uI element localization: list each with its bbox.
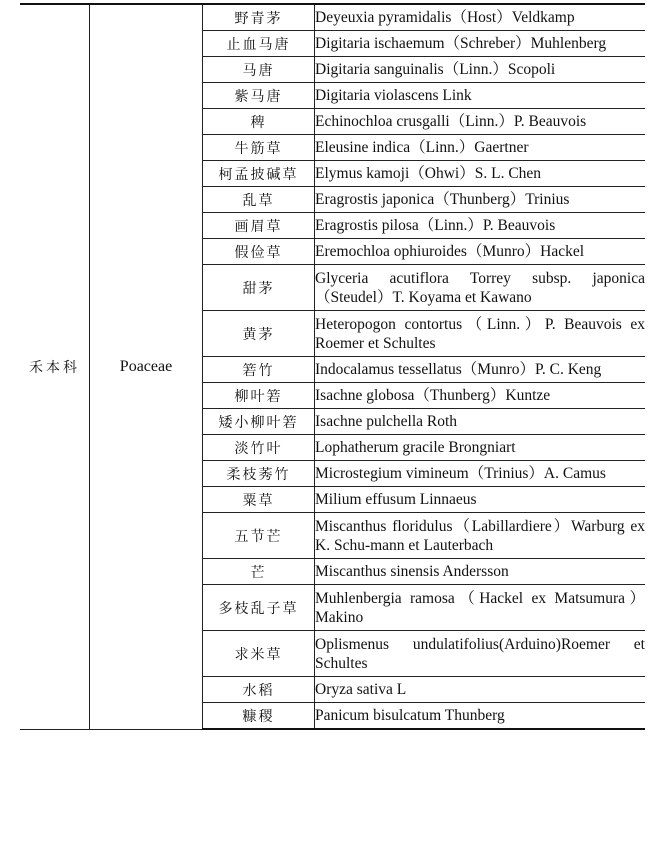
- species-latin-name: Miscanthus sinensis Andersson: [315, 559, 646, 585]
- species-latin-name: Oplismenus undulatifolius(Arduino)Roemer et Schultes: [315, 631, 646, 677]
- family-chinese-name: 禾本科: [20, 4, 90, 729]
- species-chinese-name: 水稻: [203, 677, 315, 703]
- species-latin-name: Miscanthus floridulus（Labillardiere）Warburg ex K. Schu-mann et Lauterbach: [315, 513, 646, 559]
- species-chinese-name: 箬竹: [203, 357, 315, 383]
- species-latin-name: Isachne globosa（Thunberg）Kuntze: [315, 383, 646, 409]
- species-latin-name: Digitaria sanguinalis（Linn.）Scopoli: [315, 57, 646, 83]
- species-chinese-name: 粟草: [203, 487, 315, 513]
- species-chinese-name: 淡竹叶: [203, 435, 315, 461]
- species-latin-name: Elymus kamoji（Ohwi）S. L. Chen: [315, 161, 646, 187]
- species-chinese-name: 柔枝莠竹: [203, 461, 315, 487]
- species-chinese-name: 画眉草: [203, 213, 315, 239]
- species-latin-name: Eragrostis pilosa（Linn.）P. Beauvois: [315, 213, 646, 239]
- species-latin-name: Muhlenbergia ramosa（Hackel ex Matsumura）Makino: [315, 585, 646, 631]
- species-latin-name: Microstegium vimineum（Trinius）A. Camus: [315, 461, 646, 487]
- species-chinese-name: 糠稷: [203, 703, 315, 730]
- species-chinese-name: 马唐: [203, 57, 315, 83]
- species-chinese-name: 假俭草: [203, 239, 315, 265]
- species-chinese-name: 止血马唐: [203, 31, 315, 57]
- species-chinese-name: 柳叶箬: [203, 383, 315, 409]
- species-chinese-name: 芒: [203, 559, 315, 585]
- species-latin-name: Eragrostis japonica（Thunberg）Trinius: [315, 187, 646, 213]
- species-latin-name: Deyeuxia pyramidalis（Host）Veldkamp: [315, 4, 646, 31]
- species-latin-name: Oryza sativa L: [315, 677, 646, 703]
- species-latin-name: Echinochloa crusgalli（Linn.）P. Beauvois: [315, 109, 646, 135]
- species-chinese-name: 求米草: [203, 631, 315, 677]
- species-chinese-name: 多枝乱子草: [203, 585, 315, 631]
- species-chinese-name: 黄茅: [203, 311, 315, 357]
- species-latin-name: Panicum bisulcatum Thunberg: [315, 703, 646, 730]
- species-chinese-name: 紫马唐: [203, 83, 315, 109]
- species-latin-name: Digitaria violascens Link: [315, 83, 646, 109]
- family-latin-name: Poaceae: [90, 4, 203, 729]
- species-latin-name: Glyceria acutiflora Torrey subsp. japonica（Steudel）T. Koyama et Kawano: [315, 265, 646, 311]
- species-latin-name: Eleusine indica（Linn.）Gaertner: [315, 135, 646, 161]
- species-latin-name: Milium effusum Linnaeus: [315, 487, 646, 513]
- species-chinese-name: 矮小柳叶箬: [203, 409, 315, 435]
- species-chinese-name: 五节芒: [203, 513, 315, 559]
- species-chinese-name: 稗: [203, 109, 315, 135]
- species-chinese-name: 柯孟披碱草: [203, 161, 315, 187]
- species-latin-name: Lophatherum gracile Brongniart: [315, 435, 646, 461]
- species-chinese-name: 野青茅: [203, 4, 315, 31]
- species-chinese-name: 甜茅: [203, 265, 315, 311]
- species-latin-name: Eremochloa ophiuroides（Munro）Hackel: [315, 239, 646, 265]
- species-latin-name: Heteropogon contortus（Linn.）P. Beauvois ex Roemer et Schultes: [315, 311, 646, 357]
- species-latin-name: Digitaria ischaemum（Schreber）Muhlenberg: [315, 31, 646, 57]
- species-chinese-name: 乱草: [203, 187, 315, 213]
- table-row: [20, 4, 645, 31]
- species-table-body: [20, 4, 645, 729]
- species-latin-name: Isachne pulchella Roth: [315, 409, 646, 435]
- species-chinese-name: 牛筋草: [203, 135, 315, 161]
- species-table: [20, 3, 645, 730]
- species-latin-name: Indocalamus tessellatus（Munro）P. C. Keng: [315, 357, 646, 383]
